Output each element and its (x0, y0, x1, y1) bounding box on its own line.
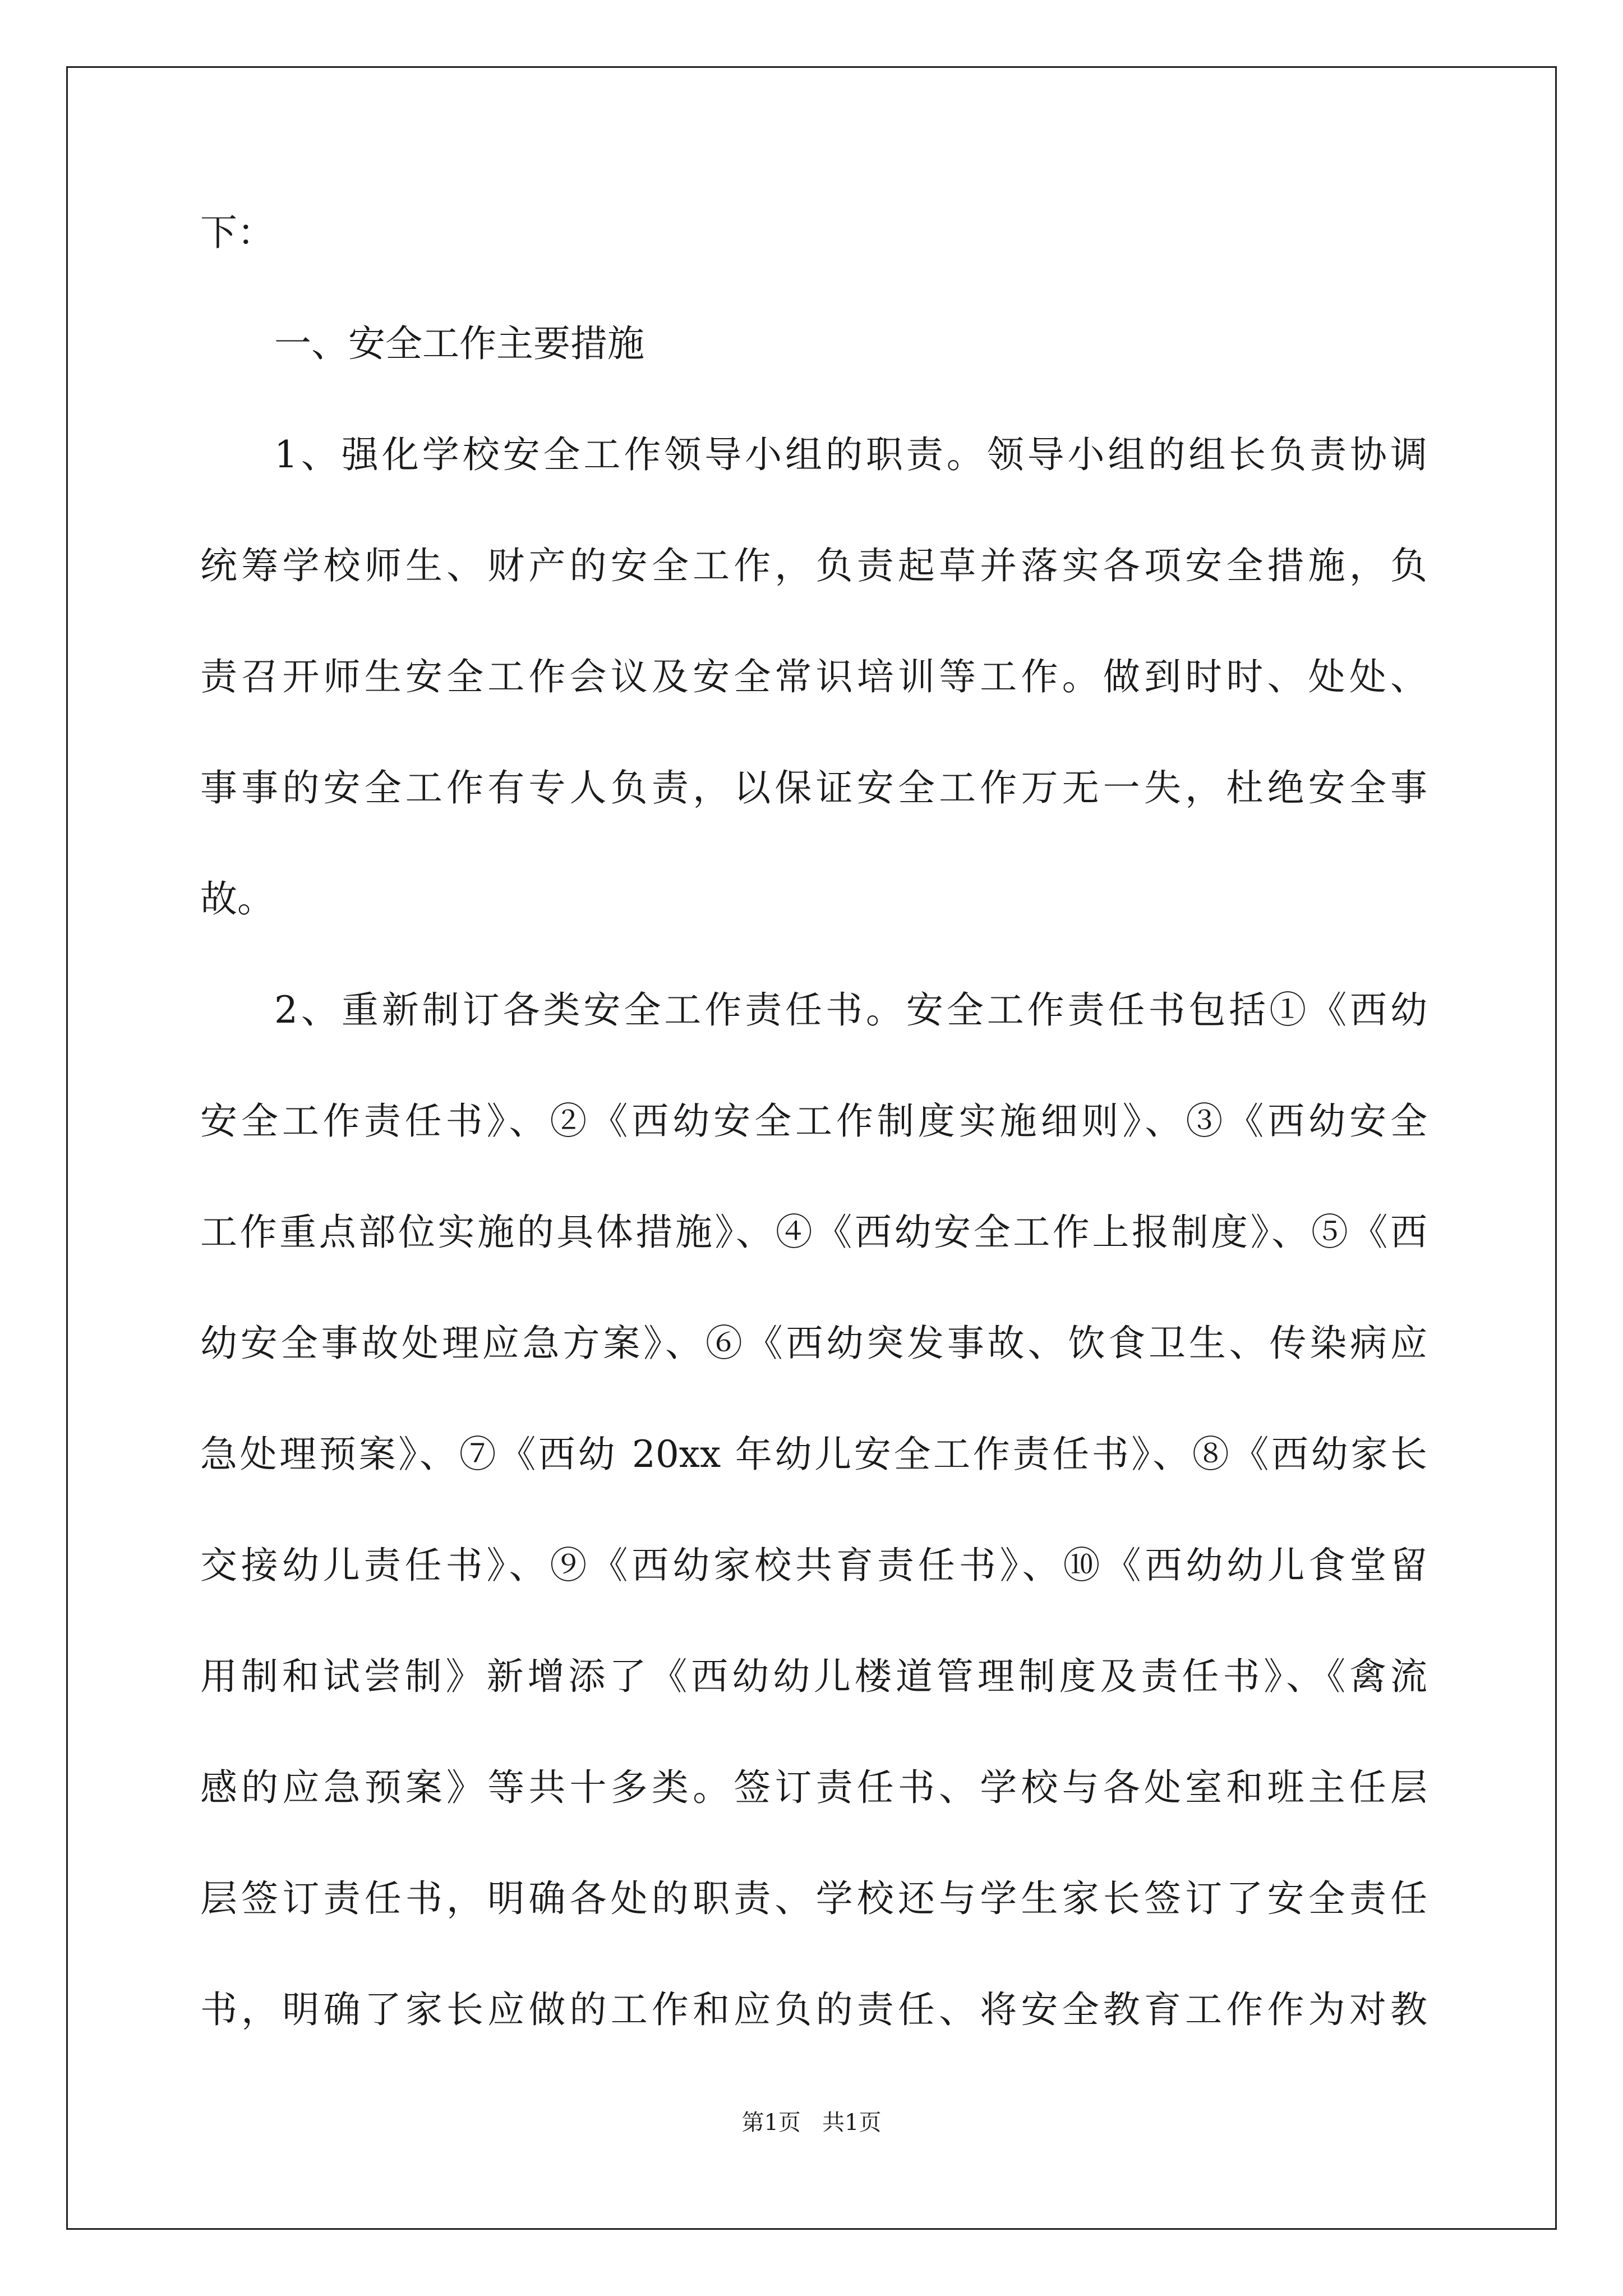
text-line: 下： (200, 211, 274, 254)
text-line: 工作重点部位实施的具体措施》、④《西幼安全工作上报制度》、⑤《西 (200, 1211, 1427, 1254)
text-line: 责召开师生安全工作会议及安全常识培训等工作。做到时时、处处、 (200, 655, 1427, 698)
text-line: 1、强化学校安全工作领导小组的职责。领导小组的组长负责协调 (274, 433, 1427, 476)
text-line: 安全工作责任书》、②《西幼安全工作制度实施细则》、③《西幼安全 (200, 1099, 1427, 1143)
text-line: 统筹学校师生、财产的安全工作，负责起草并落实各项安全措施，负 (200, 544, 1427, 587)
text-line: 幼安全事故处理应急方案》、⑥《西幼突发事故、饮食卫生、传染病应 (200, 1322, 1427, 1365)
text-line: 感的应急预案》等共十多类。签订责任书、学校与各处室和班主任层 (200, 1766, 1427, 1809)
text-line: 层签订责任书，明确各处的职责、学校还与学生家长签订了安全责任 (200, 1877, 1427, 1920)
page-footer (0, 2105, 1623, 2137)
text-line: 书，明确了家长应做的工作和应负的责任、将安全教育工作作为对教 (200, 1988, 1427, 2031)
document-body (200, 211, 1427, 2102)
section-heading: 一、安全工作主要措施 (274, 322, 644, 365)
text-line: 2、重新制订各类安全工作责任书。安全工作责任书包括①《西幼 (274, 988, 1427, 1032)
text-line: 急处理预案》、⑦《西幼 20xx 年幼儿安全工作责任书》、⑧《西幼家长 (200, 1433, 1427, 1476)
text-line: 事事的安全工作有专人负责，以保证安全工作万无一失，杜绝安全事 (200, 766, 1427, 809)
text-line: 交接幼儿责任书》、⑨《西幼家校共育责任书》、⑩《西幼幼儿食堂留 (200, 1544, 1427, 1587)
page-number: 第1页 共1页 (741, 2110, 882, 2136)
text-line: 故。 (200, 877, 274, 921)
text-line: 用制和试尝制》新增添了《西幼幼儿楼道管理制度及责任书》、《禽流 (200, 1655, 1427, 1698)
